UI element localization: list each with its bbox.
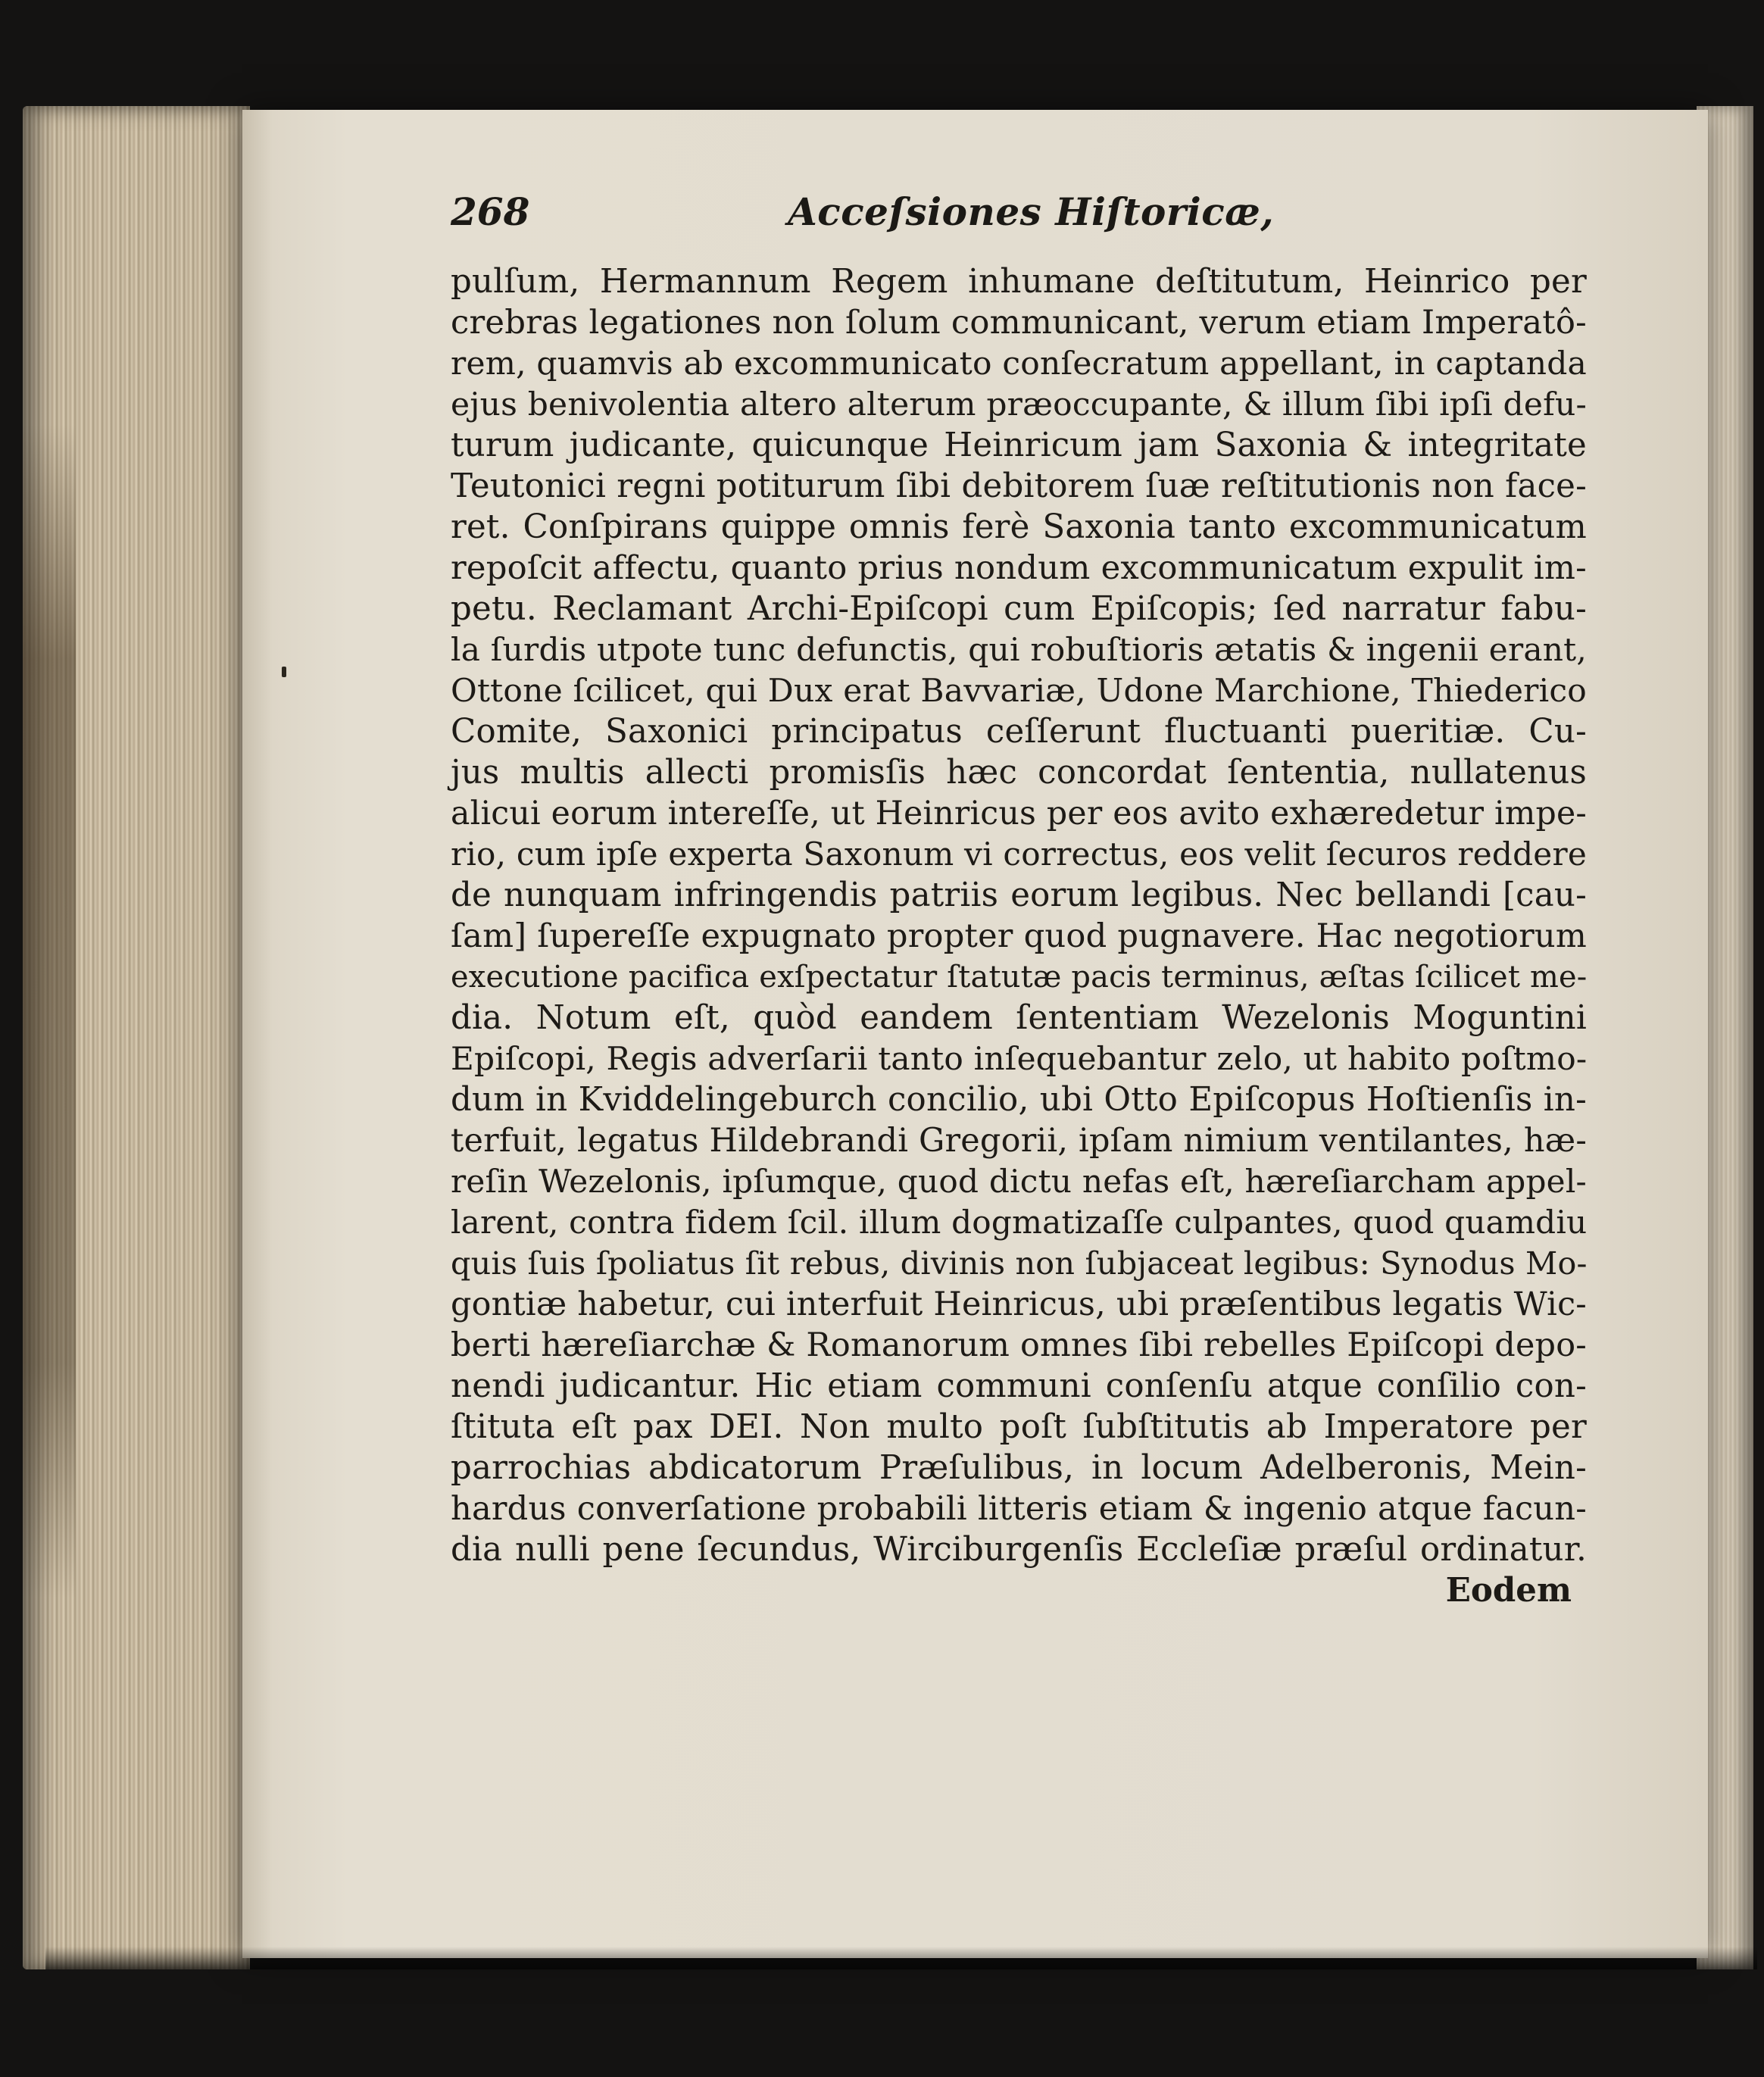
text-line: berti hæreſiarchæ & Romanorum omnes ſibi rebelles Epiſcopi depo-	[451, 1326, 1587, 1364]
text-line: crebras legationes non ſolum communicant, verum etiam Imperatô-	[451, 304, 1587, 342]
page-text-block	[451, 174, 1588, 1610]
text-line: jus multis allecti promisſis hæc concordat ſententia, nullatenus	[451, 754, 1587, 792]
text-line: Teutonici regni potiturum ſibi debitorem ſuæ reſtitutionis non face-	[451, 467, 1587, 505]
text-line: executione pacifica exſpectatur ſtatutæ pacis terminus, æſtas ſcilicet me-	[451, 960, 1588, 995]
text-line: pulſum, Hermannum Regem inhumane deſtitutum, Heinrico per	[451, 263, 1587, 301]
text-line: ret. Conſpirans quippe omnis ferè Saxonia tanto excommunicatum	[451, 508, 1587, 546]
text-line: rem, quamvis ab excommunicato conſecratum appellant, in captanda	[451, 345, 1588, 382]
text-line: reſin Wezelonis, ipſumque, quod dictu nefas eſt, hæreſiarcham appel-	[451, 1163, 1587, 1200]
left-page-edges	[23, 106, 250, 1969]
text-line: alicui eorum intereſſe, ut Heinricus per eos avito exhæredetur impe-	[451, 795, 1587, 832]
text-line: ejus benivolentia altero alterum præoccupante, & illum ſibi ipſi defu-	[451, 386, 1588, 423]
page-bottom-shadow	[45, 1947, 1757, 1969]
text-line: hardus converſatione probabili litteris etiam & ingenio atque facun-	[451, 1490, 1587, 1528]
text-line: larent, contra fidem ſcil. illum dogmatizaſſe culpantes, quod quamdiu	[451, 1204, 1588, 1241]
text-line: repoſcit affectu, quanto prius nondum excommunicatum expulit im-	[451, 549, 1587, 587]
running-title: Acceſsiones Hiſtoricæ,	[788, 189, 1275, 234]
text-line: Ottone ſcilicet, qui Dux erat Bavvariæ, Udone Marchione, Thiederico	[451, 672, 1587, 709]
body-text	[451, 261, 1587, 1611]
running-header	[451, 174, 1587, 242]
text-line: gontiæ habetur, cui interfuit Heinricus, ubi præſentibus legatis Wic-	[451, 1285, 1587, 1323]
text-line: turum judicante, quicunque Heinricum jam Saxonia & integritate	[451, 426, 1587, 464]
text-line: quis ſuis ſpoliatus ſit rebus, divinis non ſubjaceat legibus: Synodus Mo-	[451, 1245, 1588, 1282]
text-line: Epiſcopi, Regis adverſarii tanto inſequebantur zelo, ut habito poſtmo-	[451, 1040, 1588, 1077]
catchword: Eodem	[1445, 1571, 1572, 1610]
text-line: parrochias abdicatorum Præſulibus, in locum Adelberonis, Mein-	[451, 1449, 1587, 1487]
ink-speck	[282, 667, 286, 677]
text-line: dia. Notum eſt, quòd eandem ſententiam Wezelonis Moguntini	[451, 999, 1587, 1037]
water-stain	[23, 424, 76, 1598]
text-line: ſtituta eſt pax DEI. Non multo poſt ſubſtitutis ab Imperatore per	[451, 1408, 1587, 1446]
text-line: dia nulli pene ſecundus, Wirciburgenſis Eccleſiæ præſul ordinatur.	[451, 1531, 1587, 1569]
text-line: de nunquam infringendis patriis eorum legibus. Nec bellandi [cau-	[451, 876, 1587, 914]
text-line: terfuit, legatus Hildebrandi Gregorii, ipſam nimium ventilantes, hæ-	[451, 1122, 1588, 1160]
text-line: petu. Reclamant Archi-Epiſcopi cum Epiſcopis; ſed narratur fabu-	[451, 590, 1587, 628]
text-line: la ſurdis utpote tunc defunctis, qui robuſtioris ætatis & ingenii erant,	[451, 631, 1587, 668]
text-line: Comite, Saxonici principatus ceſſerunt fluctuanti pueritiæ. Cu-	[451, 713, 1587, 751]
text-line: dum in Kviddelingeburch concilio, ubi Otto Epiſcopus Hoſtienſis in-	[451, 1081, 1587, 1119]
page-number: 268	[451, 189, 530, 234]
text-line: rio, cum ipſe experta Saxonum vi correctus, eos velit ſecuros reddere	[451, 835, 1587, 873]
text-line: ſam] ſupereſſe expugnato propter quod pugnavere. Hac negotiorum	[451, 917, 1587, 955]
text-line: nendi judicantur. Hic etiam communi conſenſu atque conſilio con-	[451, 1367, 1587, 1405]
